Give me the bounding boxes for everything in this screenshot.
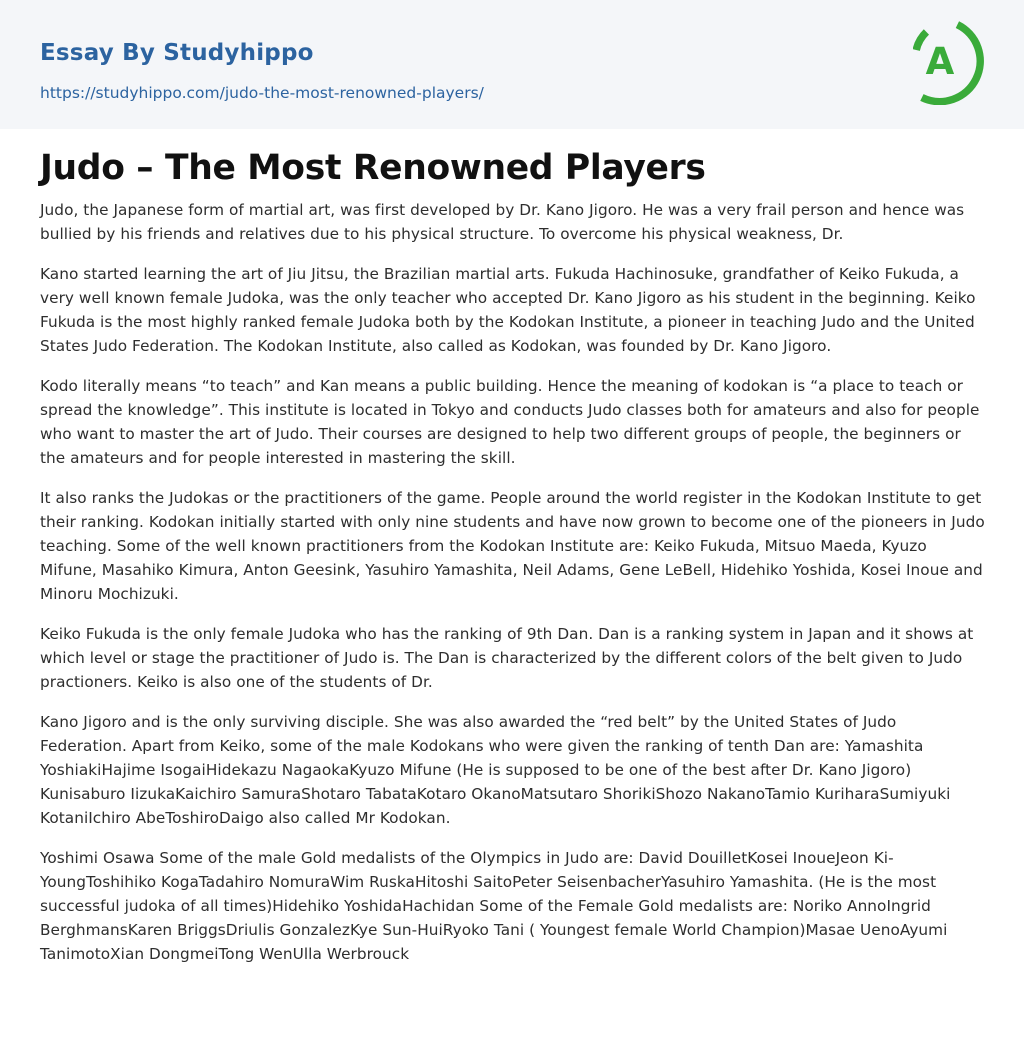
article-paragraph-1: Judo, the Japanese form of martial art, was first developed by Dr. Kano Jigoro. He was a very frail person and hence was bullied by his friends and relatives due to his physical structure. To overcome his physical weakness, Dr. bbox=[40, 201, 965, 243]
article-content bbox=[40, 144, 986, 982]
source-url-link[interactable]: https://studyhippo.com/judo-the-most-renowned-players/ bbox=[40, 84, 484, 102]
article-title: Judo – The Most Renowned Players bbox=[40, 148, 706, 188]
article-paragraph-4: It also ranks the Judokas or the practitioners of the game. People around the world register in the Kodokan Institute to get their ranking. Kodokan initially started with only nine students and have now grown to become one of the pioneers in Judo teaching. Some of the well known practitioners from the Kodokan Institute are: Keiko Fukuda, Mitsuo Maeda, Kyuzo Mifune, Masahiko Kimura, Anton Geesink, Yasuhiro Yamashita, Neil Adams, Gene LeBell, Hidehiko Yoshida, Kosei Inoue and Minoru Mochizuki. bbox=[40, 489, 985, 603]
page-header bbox=[0, 0, 1024, 129]
brand-title[interactable]: Essay By Studyhippo bbox=[40, 40, 314, 66]
article-paragraph-7: Yoshimi Osawa Some of the male Gold medalists of the Olympics in Judo are: David DouilletKosei InoueJeon Ki-YoungToshihiko KogaTadahiro NomuraWim RuskaHitoshi SaitoPeter SeisenbacherYasuhiro Yamashita. (He is the most successful judoka of all times)Hidehiko YoshidaHachidan Some of the Female Gold medalists are: Noriko AnnoIngrid BerghmansKaren BriggsDriulis GonzalezKye Sun-HuiRyoko Tani ( Youngest female World Champion)Masae UenoAyumi TanimotoXian DongmeiTong WenUlla Werbrouck bbox=[40, 849, 948, 963]
article-paragraph-6: Kano Jigoro and is the only surviving disciple. She was also awarded the “red belt” by the United States of Judo Federation. Apart from Keiko, some of the male Kodokans who were given the ranking of tenth Dan are: Yamashita YoshiakiHajime IsogaiHidekazu NagaokaKyuzo Mifune (He is supposed to be one of the best after Dr. Kano Jigoro) Kunisaburo IizukaKaichiro SamuraShotaro TabataKotaro OkanoMatsutaro ShorikiShozo NakanoTamio KuriharaSumiyuki KotaniIchiro AbeToshiroDaigo also called Mr Kodokan. bbox=[40, 713, 951, 827]
logo-letter: A bbox=[925, 40, 955, 83]
article-paragraph-3: Kodo literally means “to teach” and Kan means a public building. Hence the meaning of kodokan is “a place to teach or spread the knowledge”. This institute is located in Tokyo and conducts Judo classes both for amateurs and also for people who want to master the art of Judo. Their courses are designed to help two different groups of people, the beginners or the amateurs and for people interested in mastering the skill. bbox=[40, 377, 980, 467]
circle-letter-a-logo-icon[interactable] bbox=[913, 19, 985, 105]
article-paragraph-2: Kano started learning the art of Jiu Jitsu, the Brazilian martial arts. Fukuda Hachinosuke, grandfather of Keiko Fukuda, a very well known female Judoka, was the only teacher who accepted Dr. Kano Jigoro as his student in the beginning. Keiko Fukuda is the most highly ranked female Judoka both by the Kodokan Institute, a pioneer in teaching Judo and the United States Judo Federation. The Kodokan Institute, also called as Kodokan, was founded by Dr. Kano Jigoro. bbox=[40, 265, 976, 355]
article-paragraph-5: Keiko Fukuda is the only female Judoka who has the ranking of 9th Dan. Dan is a ranking system in Japan and it shows at which level or stage the practitioner of Judo is. The Dan is characterized by the different colors of the belt given to Judo practioners. Keiko is also one of the students of Dr. bbox=[40, 625, 974, 691]
